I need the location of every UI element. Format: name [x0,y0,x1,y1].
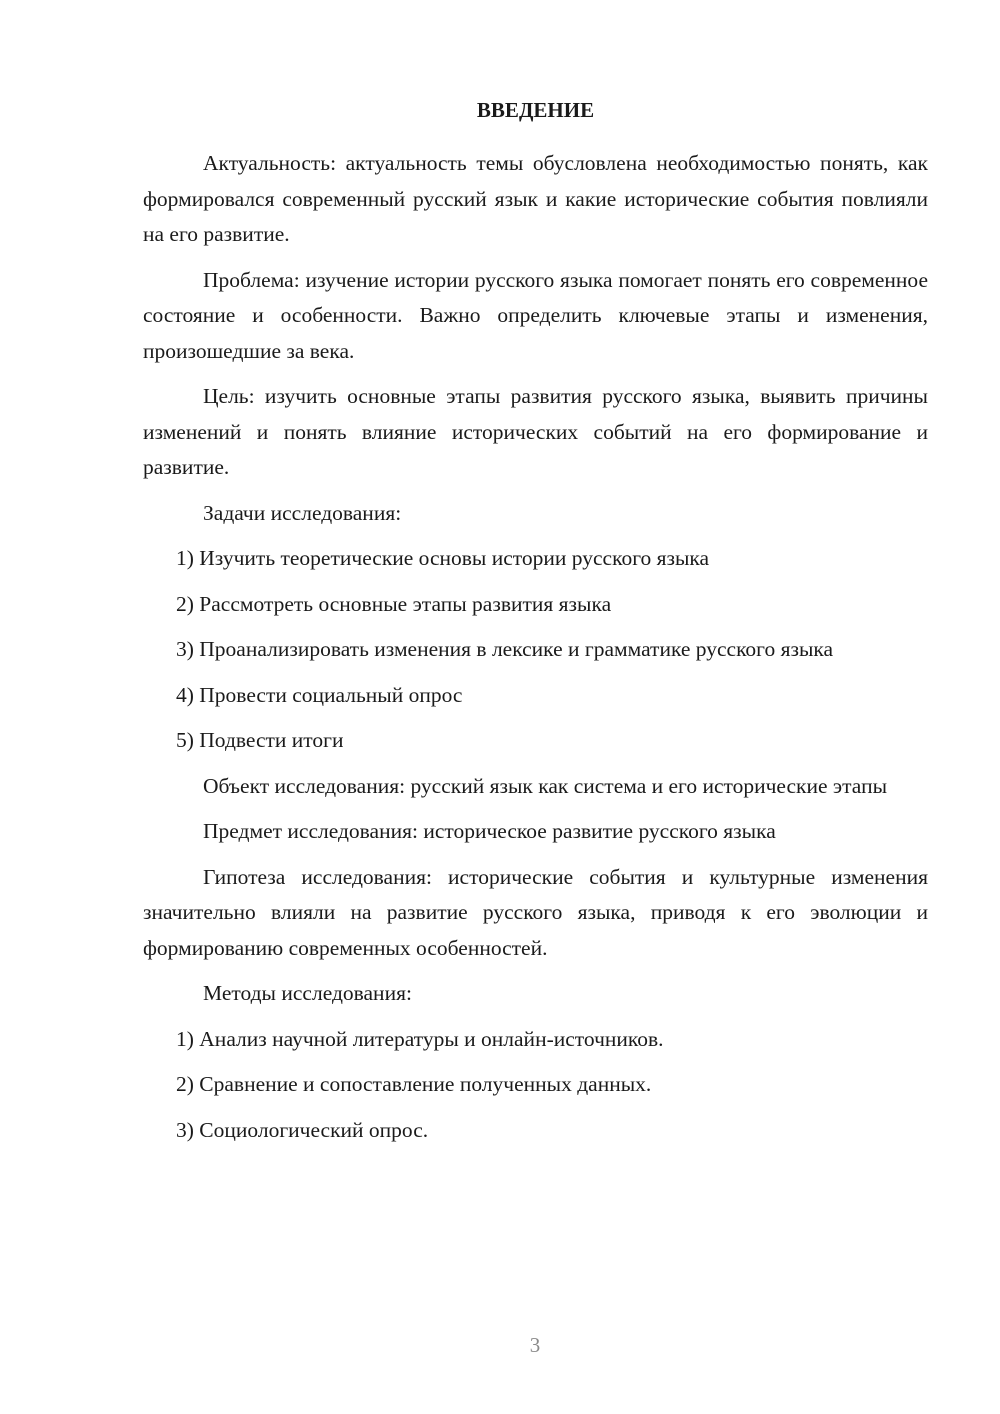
methods-heading: Методы исследования: [203,981,412,1005]
method-item-3: 3) Социологический опрос. [176,1117,429,1142]
subject-paragraph: Предмет исследования: историческое развитие русского языка [203,819,776,843]
task-item-3: 3) Проанализировать изменения в лексике и грамматике русского языка [176,637,834,661]
task-item-2: 2) Рассмотреть основные этапы развития языка [176,591,612,616]
tasks-heading: Задачи исследования: [203,500,402,525]
task-item-5: 5) Подвести итоги [176,728,344,752]
object-paragraph: Объект исследования: русский язык как система и его исторические этапы [203,773,888,798]
relevance-paragraph: Актуальность: актуальность темы обусловлена необходимостью понять, как формировался современный русский язык и какие исторические события повлияли на его развитие. [143,151,928,246]
problem-paragraph: Проблема: изучение истории русского языка помогает понять его современное состояние и особенности. Важно определить ключевые этапы и изменения, произошедшие за века. [143,267,928,363]
task-item-4: 4) Провести социальный опрос [176,682,463,707]
task-item-1: 1) Изучить теоретические основы истории русского языка [176,546,710,570]
hypothesis-paragraph: Гипотеза исследования: исторические события и культурные изменения значительно влияли на развитие русского языка, приводя к его эволюции и формированию современных особенностей. [143,864,928,960]
section-title: ВВЕДЕНИЕ [476,98,595,122]
goal-paragraph: Цель: изучить основные этапы развития русского языка, выявить причины изменений и понять влияние исторических событий на его формирование и развитие. [143,384,928,479]
page-number: 3 [529,1333,541,1357]
method-item-2: 2) Сравнение и сопоставление полученных данных. [176,1072,652,1096]
page-content [143,94,928,1158]
method-item-1: 1) Анализ научной литературы и онлайн-источников. [176,1026,664,1051]
